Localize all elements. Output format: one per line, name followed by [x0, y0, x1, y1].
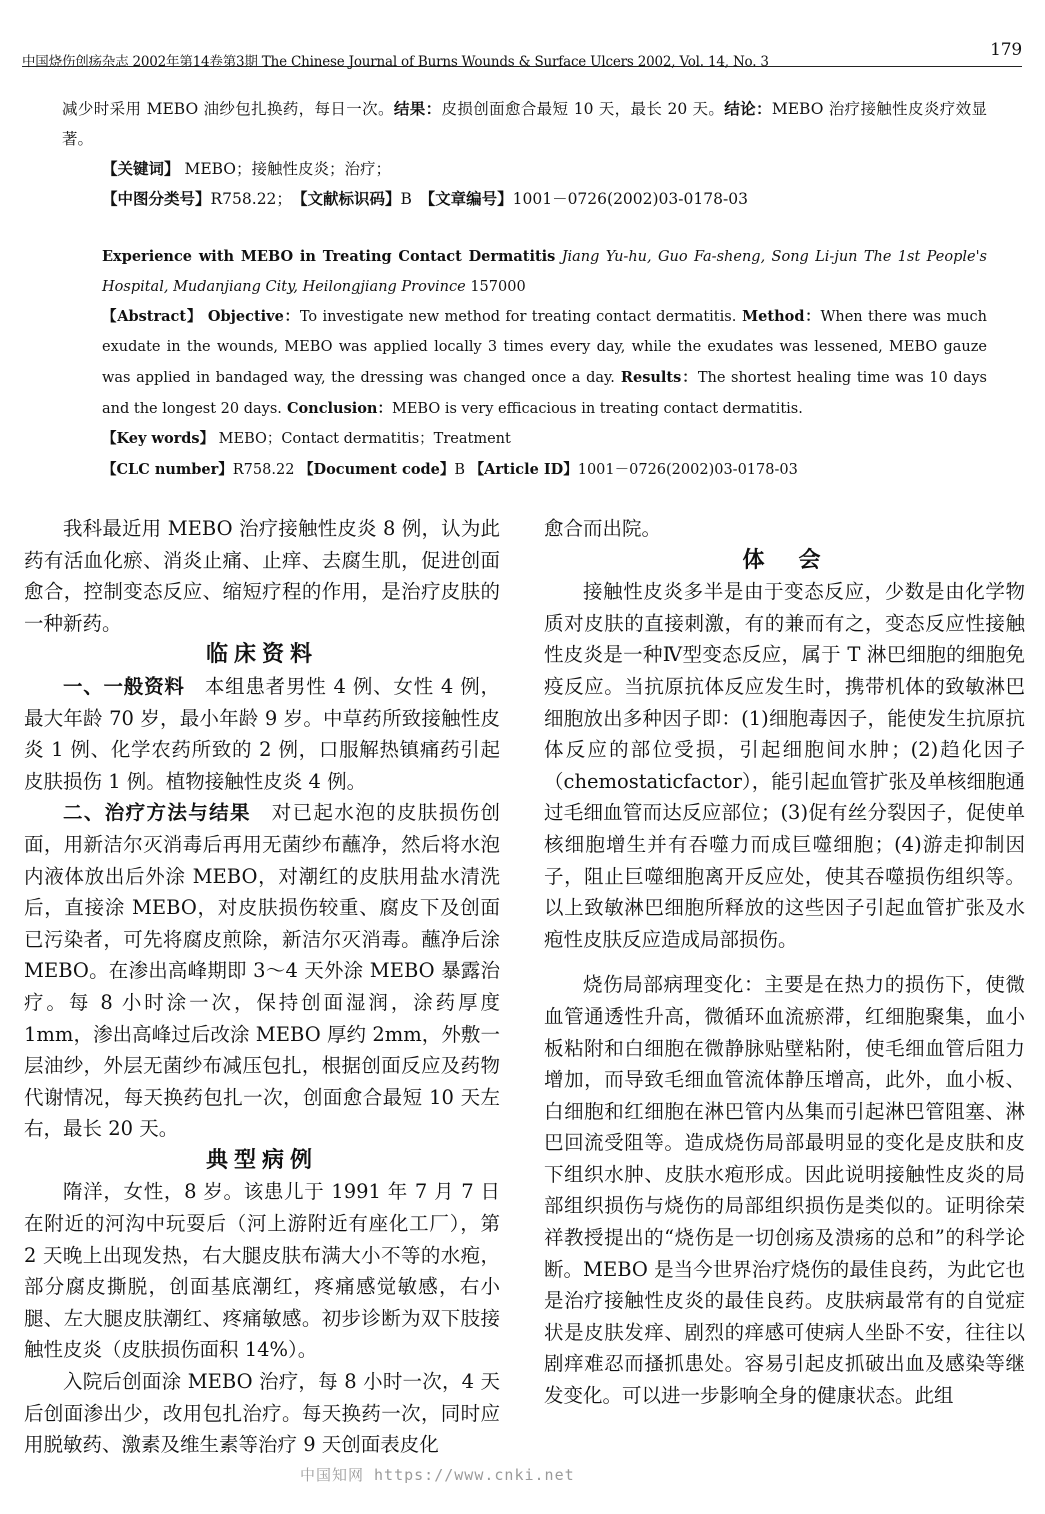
section-heading-discussion: 体 会: [742, 547, 827, 573]
case-paragraph-1: 隋洋，女性，8 岁。该患儿于 1991 年 7 月 7 日在附近的河沟中玩耍后（河上游附近有座化工厂），第 2 天晚上出现发热，右大腿皮肤布满大小不等的水疱，部分腐皮撕脱，创面基底潮红，疼痛感觉敏感，右小腿、左大腿皮肤潮红、疼痛敏感。初步诊断为双下肢接触性皮炎（皮肤损伤面积 14%）。: [24, 1180, 500, 1362]
section-heading-typical-case: 典型病例: [205, 1147, 318, 1173]
general-data-text: 本组患者男性 4 例、女性 4 例，最大年龄 70 岁，最小年龄 9 岁。中草药所致接触性皮炎 1 例、化学农药所致的 2 例，口服解热镇痛药引起皮肤损伤 1 例。植物接触性皮炎 4 例。: [24, 674, 500, 793]
case-paragraph-2: 入院后创面涂 MEBO 治疗，每 8 小时一次，4 天后创面渗出少，改用包扎治疗。每天换药一次，同时应用脱敏药、激素及维生素等治疗 9 天创面表皮化: [24, 1370, 500, 1457]
intro-paragraph: 我科最近用 MEBO 治疗接触性皮炎 8 例，认为此药有活血化瘀、消炎止痛、止痒、去腐生肌，促进创面愈合，控制变态反应、缩短疗程的作用，是治疗皮肤的一种新药。: [24, 517, 500, 635]
conclusion-text: MEBO 治疗接触性皮炎疗效显著。: [62, 100, 987, 148]
subheading-general-data: 一、一般资料: [63, 674, 185, 698]
page-number: 179: [990, 40, 1022, 60]
keywords-label: 【关键词】: [102, 159, 180, 178]
abstract-cn-continuation: [62, 94, 987, 154]
treatment-paragraph: [24, 797, 500, 1145]
en-conclusion-label: Conclusion：: [281, 399, 392, 417]
english-abstract-body: [102, 302, 987, 424]
subheading-treatment: 二、治疗方法与结果: [63, 801, 251, 825]
en-doc-text: B: [454, 461, 470, 478]
en-conclusion-text: MEBO is very efficacious in treating contact dermatitis.: [391, 400, 803, 417]
english-title: Experience with MEBO in Treating Contact Dermatitis: [102, 248, 556, 265]
paragraph-gap: [544, 955, 1025, 969]
article-id-label: 【文章编号】: [427, 189, 513, 208]
header-rule: [22, 66, 1022, 67]
discussion-paragraph-2: 烧伤局部病理变化：主要是在热力的损伤下，使微血管通透性升高，微循环血流瘀滞，红细胞聚集，血小板粘附和白细胞在微静脉贴壁粘附，使毛细血管后阻力增加，而导致毛细血管流体静压增高，此外，血小板、白细胞和红细胞在淋巴管内丛集而引起淋巴管阻塞、淋巴回流受阻等。造成烧伤局部最明显的变化是皮肤和皮下组织水肿、皮肤水疱形成。因此说明接触性皮炎的局部组织损伤与烧伤的局部组织损伤是类似的。证明徐荣祥教授提出的“烧伤是一切创疡及溃疡的总和”的科学论断。MEBO 是当今世界治疗烧伤的最佳良药，为此它也是治疗接触性皮炎的最佳良药。皮肤病最常有的自觉症状是皮肤发痒、剧烈的痒感可使病人坐卧不安，往往以剧痒难忍而搔抓患处。容易引起皮抓破出血及感染等继发变化。可以进一步影响全身的健康状态。此组: [544, 973, 1025, 1408]
en-results-label: Results：: [614, 368, 698, 386]
english-title-line: [102, 242, 987, 302]
doc-code-label: 【文献标识码】: [299, 189, 401, 208]
en-keywords-text: MEBO；Contact dermatitis；Treatment: [214, 431, 511, 448]
keywords-en: [102, 424, 987, 455]
english-postcode: 157000: [465, 278, 526, 295]
discussion-paragraph-1: 接触性皮炎多半是由于变态反应，少数是由化学物质对皮肤的直接刺激，有的兼而有之，变态反应性接触性皮炎是一种Ⅳ型变态反应，属于 T 淋巴细胞的细胞免疫反应。当抗原抗体反应发生时，携带机体的致敏淋巴细胞放出多种因子即：(1)细胞毒因子，能使发生抗原抗体反应的部位受损，引起细胞间水肿；(2)趋化因子（chemostaticfactor），能引起血管扩张及单核细胞通过毛细血管而达反应部位；(3)促有丝分裂因子，促使单核细胞增生并有吞噬力而成巨噬细胞；(4)游走抑制因子，阻止巨噬细胞离开反应处，使其吞噬损伤组织等。以上致敏淋巴细胞所释放的这些因子引起血管扩张及水疱性皮肤反应造成局部损伤。: [544, 580, 1025, 951]
en-keywords-label: 【Key words】: [102, 430, 215, 448]
cnki-watermark: 中国知网 https://www.cnki.net: [300, 1466, 575, 1484]
doc-code-text: B: [400, 190, 412, 208]
en-article-text: 1001－0726(2002)03-0178-03: [577, 461, 798, 478]
treatment-text: 对已起水泡的皮肤损伤创面，用新洁尔灭消毒后再用无菌纱布蘸净，然后将水泡内液体放出后外涂 MEBO，对潮红的皮肤用盐水清洗后，直接涂 MEBO，对皮肤损伤较重、腐皮下及创面已污染者，可先将腐皮煎除，新洁尔灭消毒。蘸净后涂 MEBO。在渗出高峰期即 3～4 天外涂 MEBO 暴露治疗。每 8 小时涂一次，保持创面湿润，涂药厚度 1mm，渗出高峰过后改涂 MEBO 厚约 2mm，外敷一层油纱，外层无菌纱布减压包扎，根据创面反应及药物代谢情况，每天换药包扎一次，创面愈合最短 10 天左右，最长 20 天。: [24, 801, 500, 1141]
en-doc-label: 【Document code】: [299, 460, 455, 478]
en-clc-label: 【CLC number】: [102, 460, 233, 478]
classification-cn: [102, 184, 987, 214]
english-abstract: [62, 242, 987, 486]
general-data-paragraph: [24, 671, 500, 797]
chinese-abstract: [62, 94, 987, 214]
keywords-text: MEBO；接触性皮炎；治疗；: [179, 160, 392, 178]
clc-text: R758.22；: [210, 190, 285, 208]
case-continuation: 愈合而出院。: [544, 517, 662, 540]
method-cont-text: 减少时采用 MEBO 油纱包扎换药，每日一次。: [62, 100, 394, 118]
en-article-label: 【Article ID】: [469, 460, 578, 478]
abstract-label: 【Abstract】: [102, 308, 203, 326]
journal-citation: 中国烧伤创疡杂志 2002年第14卷第3期 The Chinese Journal of Burns Wounds & Surface Ulcers 2002, Vol. 14, No. 3: [22, 54, 769, 70]
method-text: When there was much exudate in the wounds, MEBO was applied locally 3 times every day, while the exudates was lessened, MEBO gauze was applied in bandaged way, the dressing was changed once a day.: [102, 309, 988, 386]
article-id-text: 1001－0726(2002)03-0178-03: [512, 190, 748, 208]
conclusion-label: 结论：: [724, 99, 772, 118]
method-label: Method：: [736, 308, 821, 326]
en-results-text: The shortest healing time was 10 days and the longest 20 days.: [102, 369, 987, 417]
left-column: [24, 513, 500, 1461]
objective-label: Objective：: [202, 308, 300, 326]
clc-label: 【中图分类号】: [102, 189, 211, 208]
right-column: [544, 513, 1025, 1412]
results-text: 皮损创面愈合最短 10 天，最长 20 天。: [441, 100, 725, 118]
en-clc-text: R758.22: [232, 461, 300, 478]
section-heading-clinical-data: 临床资料: [205, 642, 318, 668]
english-authors: Jiang Yu-hu, Guo Fa-sheng, Song Li-jun The 1st People's Hospital, Mudanjiang City, Heilongjiang Province: [102, 249, 987, 295]
objective-text: To investigate new method for treating contact dermatitis.: [299, 309, 737, 326]
keywords-cn: [102, 154, 987, 184]
classification-en: [102, 455, 987, 486]
results-label: 结果：: [393, 99, 442, 118]
